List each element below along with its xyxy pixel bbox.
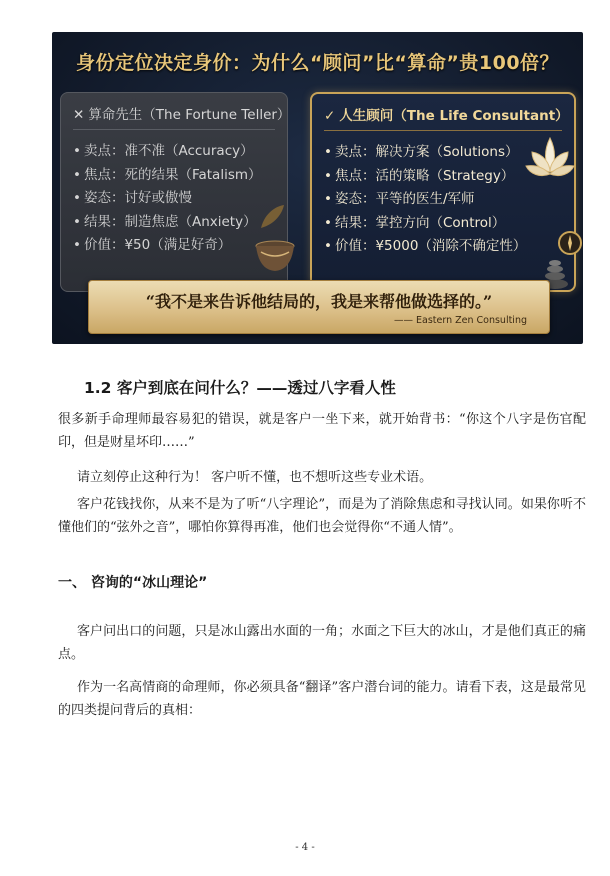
paragraph-1: 很多新手命理师最容易犯的错误，就是客户一坐下来，就开始背书：“你这个八字是伤官配印，但是财星坏印……” bbox=[58, 412, 586, 450]
quote-banner bbox=[88, 280, 550, 334]
quote-source: —— Eastern Zen Consulting bbox=[393, 315, 527, 326]
life-consultant-heading: ✓ 人生顾问（The Life Consultant） bbox=[324, 104, 562, 131]
list-item: • 结果：掌控方向（Control） bbox=[324, 214, 506, 231]
list-item: • 姿态：讨好或傲慢 bbox=[73, 190, 192, 206]
list-item: • 姿态：平等的医生/军师 bbox=[324, 191, 475, 207]
paragraph-3: 客户花钱找你，从来不是为了听“八字理论”，而是为了消除焦虑和寻找认同。如果你听不懂他们的“弦外之音”，哪怕你算得再准，他们也会觉得你“不通人情”。 bbox=[58, 497, 586, 535]
check-icon: ✓ bbox=[324, 108, 336, 124]
list-item: • 卖点：准不准（Accuracy） bbox=[73, 143, 254, 159]
life-consultant-panel bbox=[310, 92, 576, 292]
quote-text: “我不是来告诉他结局的，我是来帮他做选择的。” bbox=[145, 292, 493, 311]
list-item: • 价值：¥5000（消除不确定性） bbox=[324, 238, 527, 254]
paragraph-2: 请立刻停止这种行为！ 客户听不懂，也不想听这些专业术语。 bbox=[77, 470, 433, 485]
list-item: • 价值：¥50（满足好奇） bbox=[73, 237, 232, 253]
page-number: - 4 - bbox=[295, 842, 315, 853]
list-item: • 卖点：解决方案（Solutions） bbox=[324, 144, 519, 160]
cross-icon: ✕ bbox=[73, 107, 85, 123]
infographic-banner bbox=[52, 32, 583, 344]
list-item: • 结果：制造焦虑（Anxiety） bbox=[73, 213, 257, 230]
subsection-title: 一、 咨询的“冰山理论” bbox=[58, 575, 208, 591]
leaf-icon bbox=[257, 202, 287, 232]
fortune-teller-list bbox=[73, 140, 275, 258]
list-item: • 焦点：活的策略（Strategy） bbox=[324, 167, 515, 184]
fortune-teller-heading: ✕ 算命先生（The Fortune Teller） bbox=[73, 103, 275, 130]
lotus-icon bbox=[522, 132, 578, 188]
tea-bowl-icon bbox=[253, 238, 297, 274]
banner-title: 身份定位决定身价：为什么“顾问”比“算命”贵100倍？ bbox=[75, 52, 560, 74]
list-item: • 焦点：死的结果（Fatalism） bbox=[73, 166, 262, 183]
section-title: 1.2 客户到底在问什么？——透过八字看人性 bbox=[84, 379, 396, 397]
paragraph-4: 客户问出口的问题，只是冰山露出水面的一角；水面之下巨大的冰山，才是他们真正的痛点。 bbox=[58, 624, 586, 662]
paragraph-5: 作为一名高情商的命理师，你必须具备“翻译”客户潜台词的能力。请看下表，这是最常见的四类提问背后的真相： bbox=[58, 680, 586, 718]
